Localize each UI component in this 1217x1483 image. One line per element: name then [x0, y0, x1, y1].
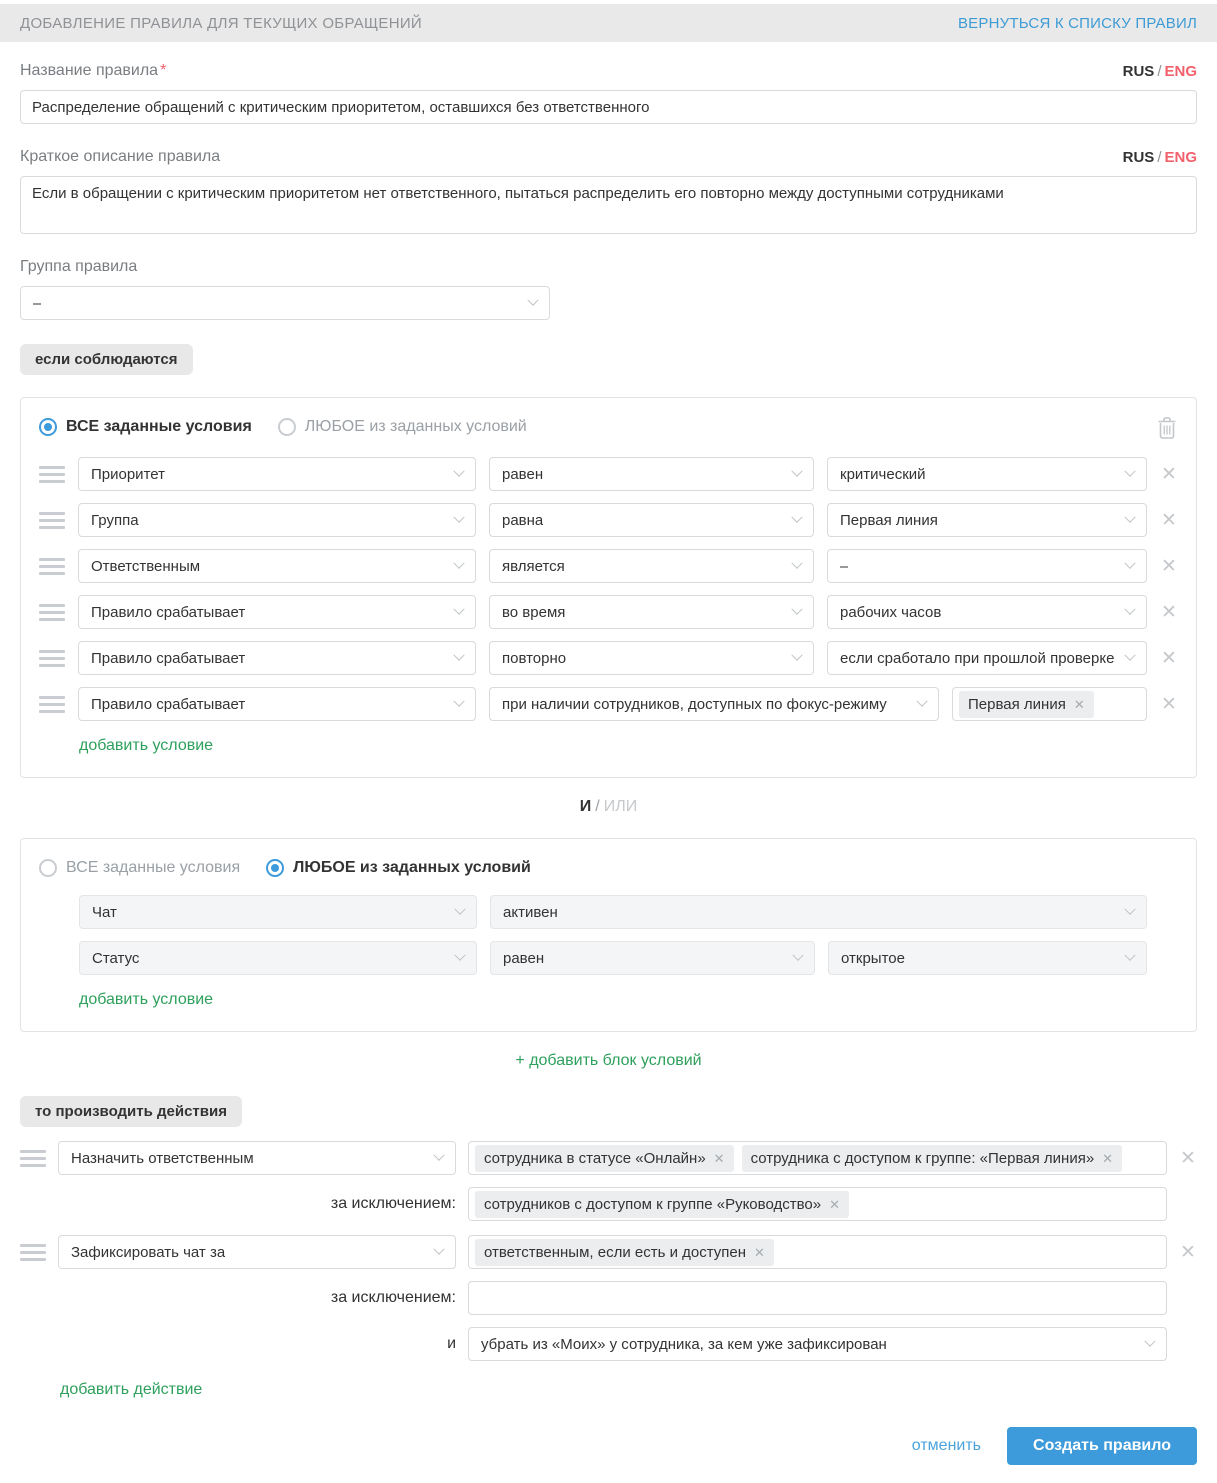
rule-description-input[interactable]: Если в обращении с критическим приоритетом нет ответственного, пытаться распределить его повторно между доступными сотрудниками — [20, 176, 1197, 234]
condition-operator-select[interactable]: равна — [489, 503, 814, 537]
action-extra-select[interactable]: убрать из «Моих» у сотрудника, за кем уже зафиксирован — [468, 1327, 1167, 1361]
condition-field-select[interactable]: Статус — [79, 941, 477, 975]
tag: Первая линия ✕ — [959, 691, 1094, 718]
tag-remove-icon[interactable]: ✕ — [829, 1196, 840, 1212]
condition-value-select[interactable]: открытое — [828, 941, 1147, 975]
language-toggle — [1123, 63, 1197, 80]
or-option[interactable]: ИЛИ — [603, 798, 638, 815]
back-to-rules-link[interactable]: ВЕРНУТЬСЯ К СПИСКУ ПРАВИЛ — [957, 14, 1197, 32]
chevron-down-icon — [454, 950, 465, 961]
drag-handle-icon[interactable] — [20, 1150, 46, 1167]
drag-handle-icon[interactable] — [39, 512, 65, 529]
remove-condition-icon[interactable]: ✕ — [1161, 555, 1177, 577]
remove-action-icon[interactable]: ✕ — [1180, 1147, 1196, 1169]
chevron-down-icon — [453, 650, 464, 661]
action-exception-row — [20, 1281, 1197, 1315]
tag: сотрудника в статусе «Онлайн» ✕ — [475, 1145, 734, 1172]
condition-operator-select[interactable]: является — [489, 549, 814, 583]
create-rule-button[interactable]: Создать правило — [1007, 1427, 1197, 1465]
tag-remove-icon[interactable]: ✕ — [754, 1244, 765, 1260]
condition-operator-select[interactable]: при наличии сотрудников, доступных по фокус-режиму — [489, 687, 939, 721]
condition-block-2 — [20, 838, 1197, 1032]
lang-rus-button[interactable]: RUS — [1122, 149, 1155, 166]
action-row — [20, 1235, 1197, 1269]
chevron-down-icon — [453, 558, 464, 569]
radio-checked-icon — [39, 418, 57, 436]
and-or-toggle: И / ИЛИ — [579, 798, 638, 815]
if-conditions-badge: если соблюдаются — [20, 344, 193, 375]
chevron-down-icon — [453, 604, 464, 615]
tag: сотрудников с доступом к группе «Руководство» ✕ — [475, 1191, 849, 1218]
remove-condition-icon[interactable]: ✕ — [1161, 601, 1177, 623]
cancel-button[interactable]: отменить — [911, 1437, 982, 1454]
then-actions-badge: то производить действия — [20, 1096, 242, 1127]
add-action-link[interactable]: добавить действие — [60, 1381, 203, 1398]
drag-handle-icon[interactable] — [39, 558, 65, 575]
chevron-down-icon — [1124, 512, 1135, 523]
condition-field-select[interactable]: Правило срабатывает — [78, 595, 476, 629]
action-type-select[interactable]: Зафиксировать чат за — [58, 1235, 456, 1269]
condition-field-select[interactable]: Группа — [78, 503, 476, 537]
lang-separator: / — [1157, 149, 1162, 166]
remove-condition-icon[interactable]: ✕ — [1161, 693, 1177, 715]
chevron-down-icon — [916, 696, 927, 707]
rule-name-input[interactable]: Распределение обращений с критическим приоритетом, оставшихся без ответственного — [20, 90, 1197, 124]
condition-field-select[interactable]: Приоритет — [78, 457, 476, 491]
language-toggle — [1123, 149, 1197, 166]
drag-handle-icon[interactable] — [20, 1244, 46, 1261]
condition-block-1 — [20, 397, 1197, 778]
radio-any-conditions[interactable]: ЛЮБОЕ из заданных условий — [266, 859, 531, 877]
radio-all-conditions[interactable]: ВСЕ заданные условия — [39, 859, 240, 877]
chevron-down-icon — [527, 295, 538, 306]
lang-rus-button[interactable]: RUS — [1122, 63, 1155, 80]
chevron-down-icon — [1124, 466, 1135, 477]
drag-handle-icon[interactable] — [39, 650, 65, 667]
condition-row — [79, 895, 1147, 929]
chevron-down-icon — [454, 904, 465, 915]
drag-handle-icon[interactable] — [39, 604, 65, 621]
chevron-down-icon — [791, 466, 802, 477]
chevron-down-icon — [791, 512, 802, 523]
and-label: и — [447, 1335, 456, 1352]
chevron-down-icon — [791, 604, 802, 615]
chevron-down-icon — [1124, 904, 1135, 915]
condition-row — [39, 503, 1178, 537]
radio-any-conditions[interactable]: ЛЮБОЕ из заданных условий — [278, 418, 527, 436]
chevron-down-icon — [791, 558, 802, 569]
chevron-down-icon — [1124, 950, 1135, 961]
condition-value-select[interactable]: – — [827, 549, 1147, 583]
exception-tags-input[interactable] — [468, 1187, 1167, 1221]
condition-row — [39, 457, 1178, 491]
remove-condition-icon[interactable]: ✕ — [1161, 509, 1177, 531]
condition-value-select[interactable]: если сработало при прошлой проверке — [827, 641, 1147, 675]
lang-eng-button[interactable]: ENG — [1164, 63, 1197, 80]
page-header — [0, 4, 1217, 42]
chevron-down-icon — [1144, 1336, 1155, 1347]
remove-condition-icon[interactable]: ✕ — [1161, 647, 1177, 669]
condition-field-select[interactable]: Ответственным — [78, 549, 476, 583]
drag-handle-icon[interactable] — [39, 696, 65, 713]
rule-name-label: Название правила * — [20, 62, 167, 79]
tag: ответственным, если есть и доступен ✕ — [475, 1239, 774, 1266]
condition-field-select[interactable]: Правило срабатывает — [78, 687, 476, 721]
lang-separator: / — [1157, 63, 1162, 80]
condition-operator-select[interactable]: активен — [490, 895, 1147, 929]
add-condition-link[interactable]: добавить условие — [79, 991, 214, 1008]
chevron-down-icon — [1124, 558, 1135, 569]
chevron-down-icon — [453, 512, 464, 523]
action-type-select[interactable]: Назначить ответственным — [58, 1141, 456, 1175]
chevron-down-icon — [433, 1244, 444, 1255]
chevron-down-icon — [453, 696, 464, 707]
add-condition-block-link[interactable]: + добавить блок условий — [515, 1052, 702, 1069]
exception-label: за исключением: — [330, 1195, 456, 1212]
tag-remove-icon[interactable]: ✕ — [1073, 696, 1085, 712]
chevron-down-icon — [791, 650, 802, 661]
lang-eng-button[interactable]: ENG — [1164, 149, 1197, 166]
required-asterisk: * — [160, 62, 167, 79]
chevron-down-icon — [1124, 650, 1135, 661]
condition-value-select[interactable]: критический — [827, 457, 1147, 491]
drag-handle-icon[interactable] — [39, 466, 65, 483]
action-values-tags-input[interactable] — [468, 1235, 1167, 1269]
exception-tags-input[interactable] — [468, 1281, 1167, 1315]
condition-field-select[interactable]: Правило срабатывает — [78, 641, 476, 675]
condition-row — [39, 595, 1178, 629]
action-exception-row — [20, 1187, 1197, 1221]
condition-row — [79, 941, 1147, 975]
action-values-tags-input[interactable] — [468, 1141, 1167, 1175]
rule-description-label: Краткое описание правила — [20, 148, 221, 165]
condition-value-select[interactable]: Первая линия — [827, 503, 1147, 537]
condition-field-select[interactable]: Чат — [79, 895, 477, 929]
rule-group-select[interactable]: – — [20, 286, 550, 320]
radio-unchecked-icon — [39, 859, 57, 877]
condition-value-tags-input[interactable] — [952, 687, 1147, 721]
trash-icon[interactable] — [1156, 416, 1178, 445]
exception-label: за исключением: — [330, 1289, 456, 1306]
add-condition-link[interactable]: добавить условие — [79, 737, 214, 754]
page-title: ДОБАВЛЕНИЕ ПРАВИЛА ДЛЯ ТЕКУЩИХ ОБРАЩЕНИЙ — [20, 14, 423, 32]
condition-operator-select[interactable]: равен — [489, 457, 814, 491]
chevron-down-icon — [433, 1150, 444, 1161]
condition-row — [39, 687, 1178, 721]
tag-remove-icon[interactable]: ✕ — [713, 1150, 725, 1166]
chevron-down-icon — [453, 466, 464, 477]
condition-operator-select[interactable]: повторно — [489, 641, 814, 675]
condition-operator-select[interactable]: во время — [489, 595, 814, 629]
action-and-row — [20, 1327, 1197, 1361]
rule-group-label: Группа правила — [20, 258, 138, 275]
condition-row — [39, 641, 1178, 675]
radio-unchecked-icon — [278, 418, 296, 436]
radio-checked-icon — [266, 859, 284, 877]
action-row — [20, 1141, 1197, 1175]
condition-operator-select[interactable]: равен — [490, 941, 815, 975]
condition-row — [39, 549, 1178, 583]
chevron-down-icon — [792, 950, 803, 961]
radio-all-conditions[interactable]: ВСЕ заданные условия — [39, 418, 252, 436]
tag-remove-icon[interactable]: ✕ — [1102, 1150, 1114, 1166]
remove-condition-icon[interactable]: ✕ — [1161, 463, 1177, 485]
tag: сотрудника с доступом к группе: «Первая линия» ✕ — [742, 1145, 1123, 1172]
chevron-down-icon — [1124, 604, 1135, 615]
remove-action-icon[interactable]: ✕ — [1180, 1241, 1196, 1263]
condition-value-select[interactable]: рабочих часов — [827, 595, 1147, 629]
and-option[interactable]: И — [579, 798, 592, 815]
